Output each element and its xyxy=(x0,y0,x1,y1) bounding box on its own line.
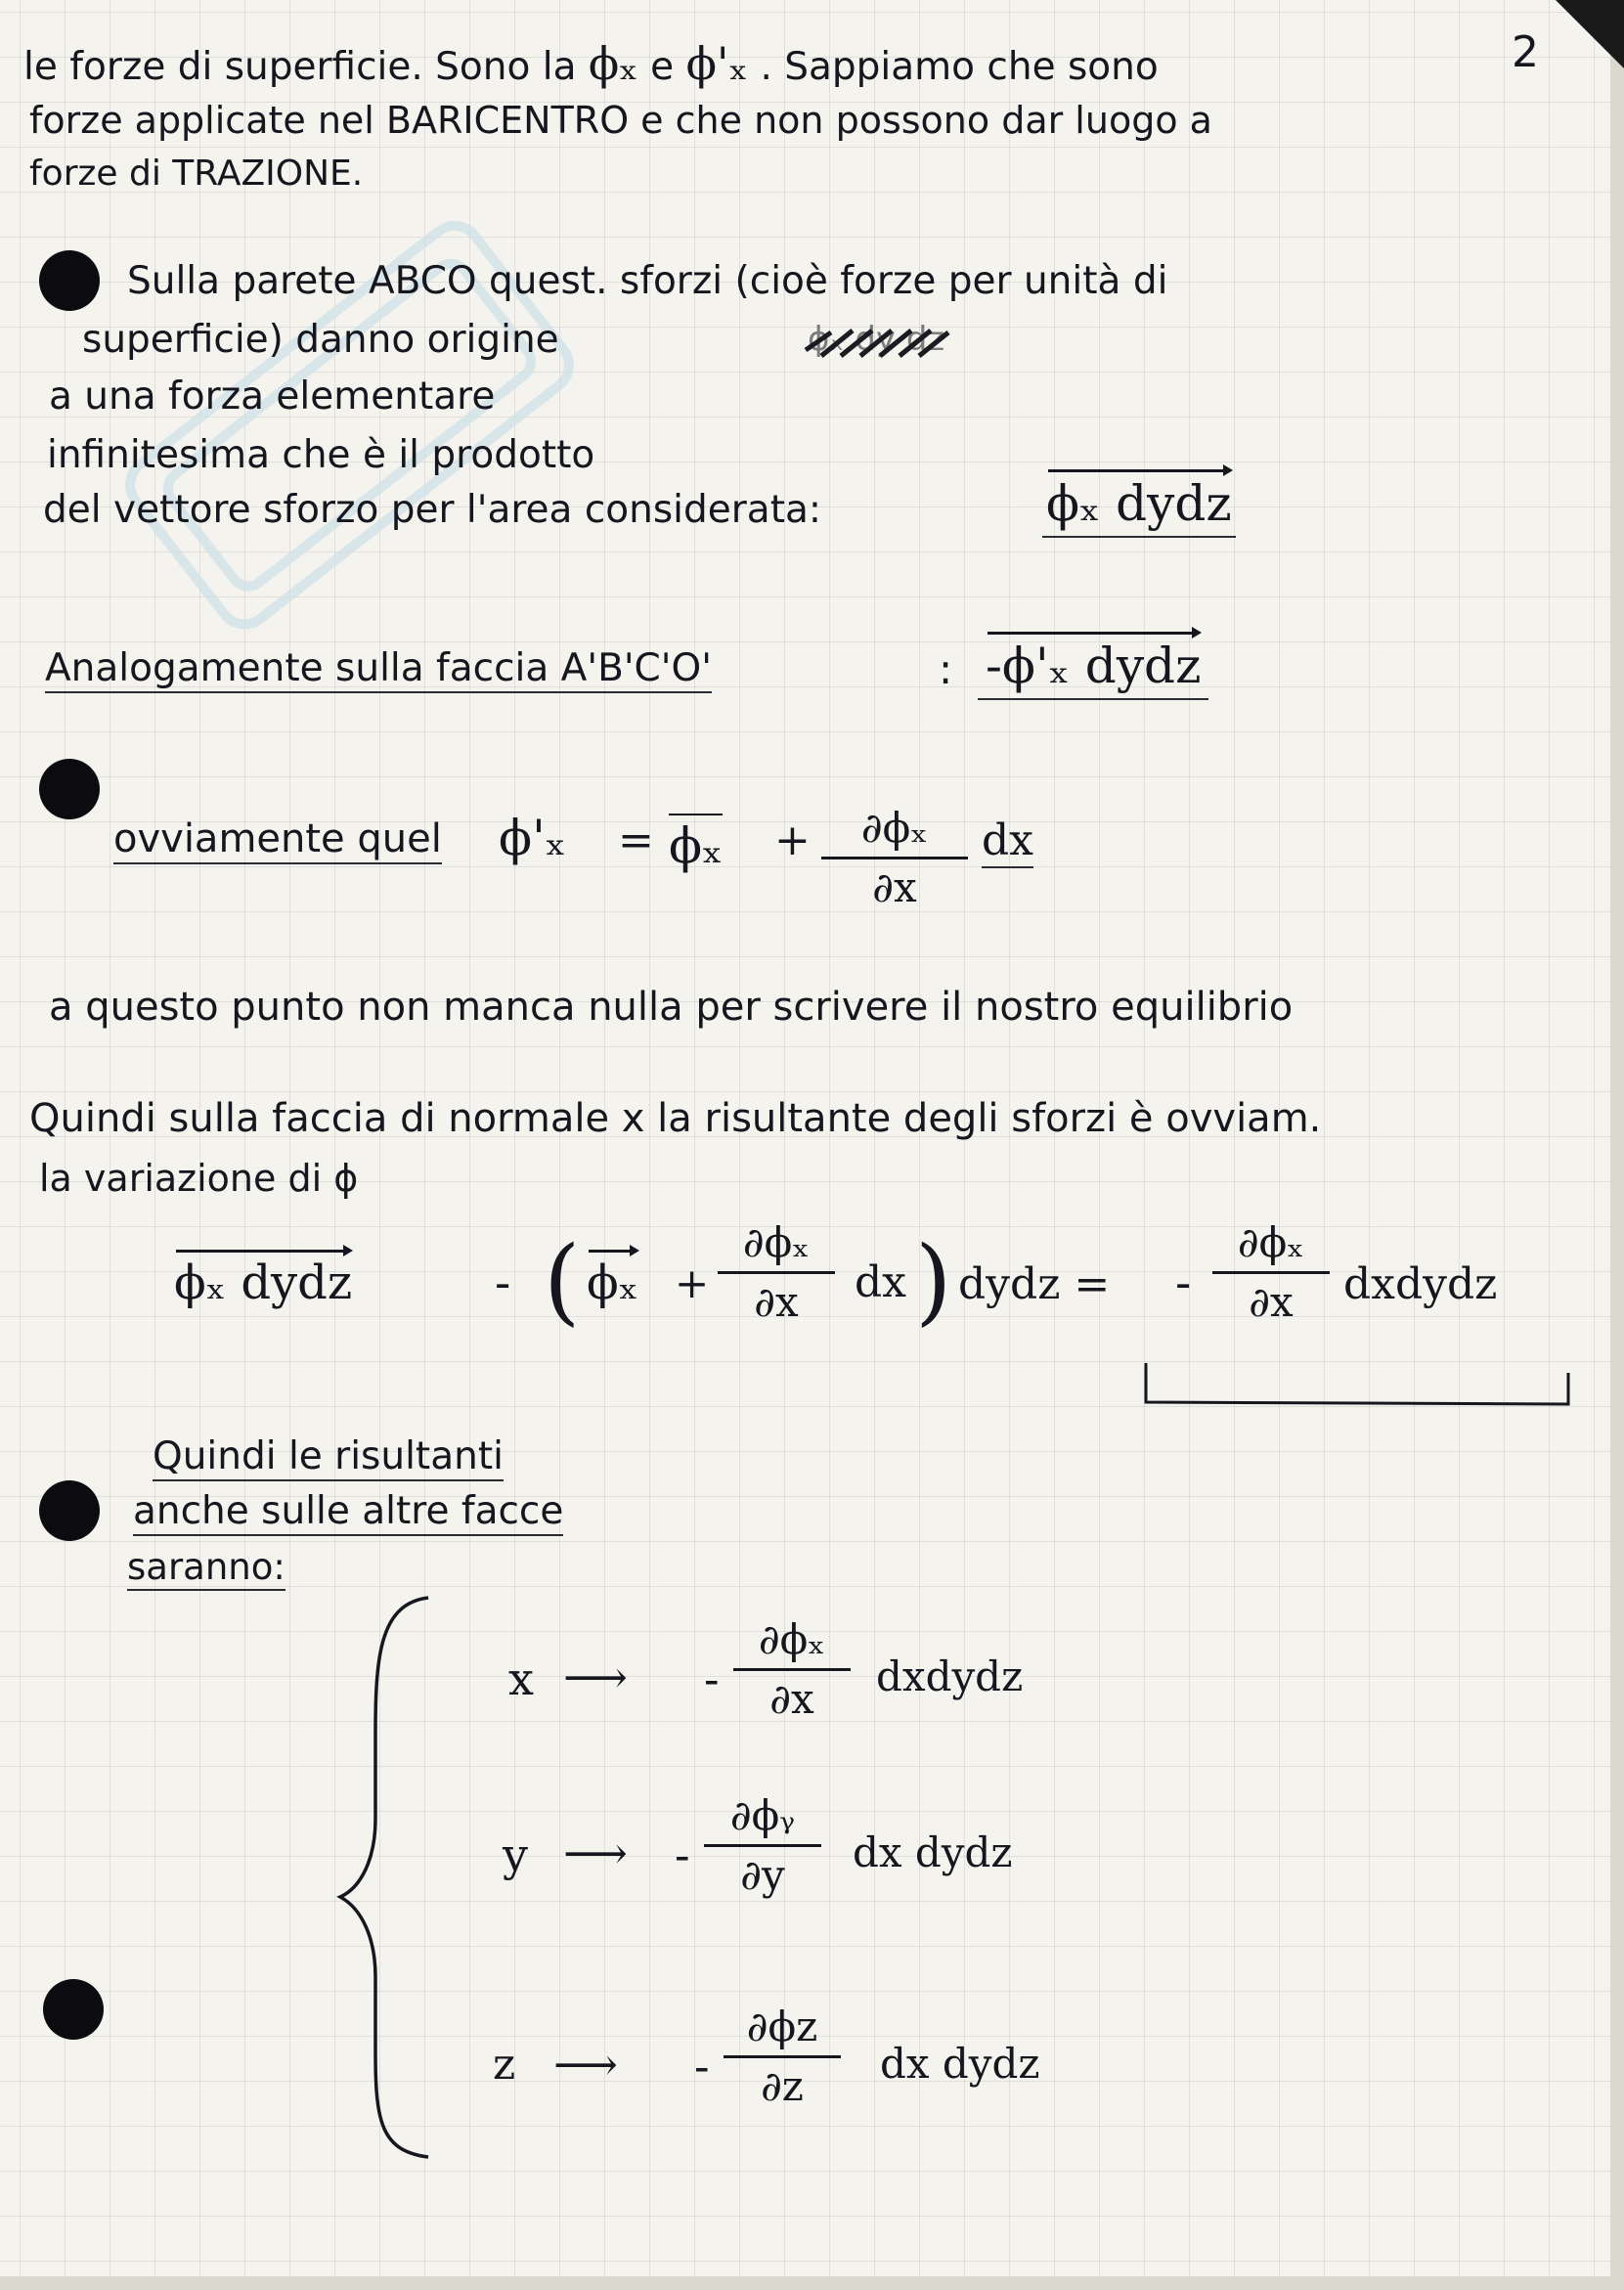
eq-rhs-frac-den: ∂x xyxy=(1249,1277,1294,1326)
phi-x-prime-symbol: ϕ'ₓ xyxy=(685,37,749,90)
result-x-num: ∂ϕₓ xyxy=(758,1615,826,1663)
eq-frac-num: ∂ϕₓ xyxy=(742,1218,811,1266)
result-z-tail: dx dydz xyxy=(880,2040,1040,2088)
eq-dydz: dydz = xyxy=(958,1259,1111,1309)
eq-vector-1: ϕₓ dydz xyxy=(174,1255,353,1310)
crossed-out-formula: ϕₓ dy dz xyxy=(808,320,945,359)
section1-line-2: superficie) danno origine xyxy=(82,318,559,362)
eq-rhs-minus: - xyxy=(1175,1255,1192,1310)
analog-formula xyxy=(978,638,1208,700)
eq-rhs-fraction xyxy=(1212,1218,1330,1326)
section1-line-4: infinitesima che è il prodotto xyxy=(47,433,595,477)
section1-line-3: a una forza elementare xyxy=(49,374,496,418)
curly-brace xyxy=(332,1594,440,2161)
arrow-right-icon: ⟶ xyxy=(553,2038,618,2091)
vector-force-prime: -ϕ'ₓ dydz xyxy=(986,638,1202,694)
section2-eq: = xyxy=(618,815,654,865)
eq-vector-2: ϕₓ xyxy=(587,1255,639,1310)
result-bracket xyxy=(1142,1359,1572,1414)
quindi-line-2: la variazione di ϕ xyxy=(39,1157,359,1200)
phi-x-symbol: ϕₓ xyxy=(588,37,638,90)
intro-text-b: . Sappiamo che sono xyxy=(760,45,1159,89)
intro-text-a: le forze di superficie. Sono la xyxy=(23,45,577,89)
section3-line-1: Quindi le risultanti xyxy=(153,1437,504,1481)
result-x-tail: dxdydz xyxy=(876,1652,1024,1700)
section2-frac-num: ∂ϕₓ xyxy=(860,804,929,852)
result-y-tail: dx dydz xyxy=(853,1828,1013,1876)
eq-minus: - xyxy=(495,1255,511,1310)
eq-rhs-frac-num: ∂ϕₓ xyxy=(1237,1218,1305,1266)
transition-line: a questo punto non manca nulla per scrivere il nostro equilibrio xyxy=(49,985,1294,1030)
section2-frac-den: ∂x xyxy=(872,862,917,911)
section2-text: ovviamente quel xyxy=(113,819,442,864)
section3-line-2: anche sulle altre facce xyxy=(133,1492,563,1536)
analog-colon: : xyxy=(939,645,953,693)
bullet-3 xyxy=(39,1480,100,1541)
result-y-den: ∂y xyxy=(740,1850,785,1899)
result-y-fraction xyxy=(704,1791,821,1899)
result-x-den: ∂x xyxy=(769,1674,814,1723)
bullet-1 xyxy=(39,250,100,311)
intro-line-3: forze di TRAZIONE. xyxy=(29,154,364,194)
eq-fraction xyxy=(718,1218,835,1326)
page-edge-right xyxy=(1610,0,1624,2290)
result-y-axis: y xyxy=(503,1828,528,1881)
page-number: 2 xyxy=(1512,27,1539,77)
arrow-right-icon: ⟶ xyxy=(563,1827,628,1879)
eq-phi xyxy=(587,1255,639,1310)
bullet-4 xyxy=(43,1979,104,2040)
result-z-num: ∂ϕz xyxy=(746,2003,818,2050)
result-z-fraction xyxy=(724,2003,841,2110)
page-corner-fold xyxy=(1556,0,1624,68)
section3-line-3: saranno: xyxy=(127,1549,285,1591)
analog-line: Analogamente sulla faccia A'B'C'O' xyxy=(45,649,712,693)
section1-line-5: del vettore sforzo per l'area considerata: xyxy=(43,488,822,532)
quindi-line-1: Quindi sulla faccia di normale x la risultante degli sforzi è ovviam. xyxy=(29,1096,1322,1141)
intro-line-2: forze applicate nel BARICENTRO e che non possono dar luogo a xyxy=(29,99,1212,142)
arrow-right-icon: ⟶ xyxy=(563,1651,628,1703)
section2-fraction xyxy=(821,804,968,911)
section2-dx: dx xyxy=(982,819,1033,868)
eq-dx: dx xyxy=(855,1257,906,1307)
result-y-num: ∂ϕᵧ xyxy=(729,1791,796,1839)
result-x-fraction xyxy=(733,1615,851,1723)
section2-lhs: ϕ'ₓ xyxy=(499,810,567,866)
section2-phi: ϕₓ xyxy=(669,814,723,870)
eq-close-paren: ) xyxy=(915,1226,952,1336)
eq-rhs-tail: dxdydz xyxy=(1343,1259,1498,1309)
page-edge-bottom xyxy=(0,2276,1624,2290)
result-z-minus: - xyxy=(694,2040,710,2092)
eq-plus: + xyxy=(675,1259,710,1307)
result-z-axis: z xyxy=(493,2040,516,2090)
section2-plus: + xyxy=(774,815,811,865)
force-formula xyxy=(1042,475,1236,538)
section1-line-1: Sulla parete ABCO quest. sforzi (cioè forze per unità di xyxy=(127,259,1168,303)
eq-term-1 xyxy=(174,1255,353,1310)
eq-open-paren: ( xyxy=(544,1226,581,1336)
bullet-2 xyxy=(39,759,100,819)
vector-force: ϕₓ dydz xyxy=(1046,475,1232,532)
result-y-minus: - xyxy=(675,1828,690,1881)
eq-frac-den: ∂x xyxy=(754,1277,799,1326)
result-x-minus: - xyxy=(704,1652,720,1705)
and-word: e xyxy=(650,45,675,89)
result-z-den: ∂z xyxy=(761,2061,804,2110)
result-x-axis: x xyxy=(508,1652,534,1705)
intro-line-1 xyxy=(23,37,1159,90)
